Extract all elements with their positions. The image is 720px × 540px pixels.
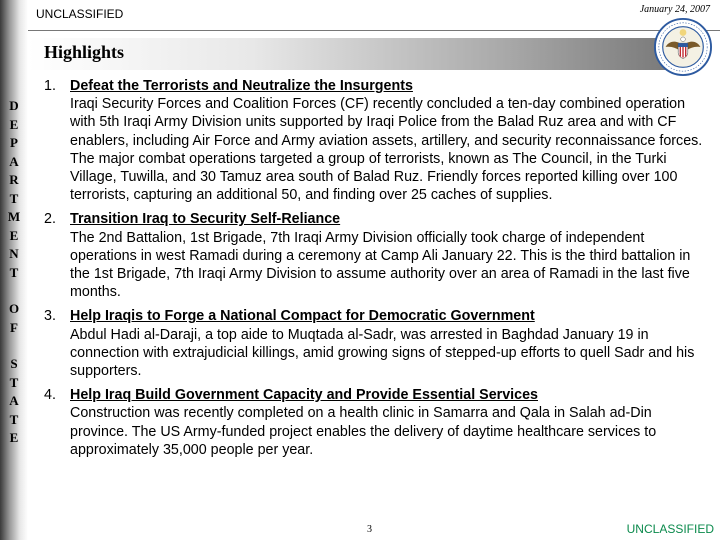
classification-header: UNCLASSIFIED <box>36 7 124 21</box>
header-divider <box>28 30 720 31</box>
item-title: Transition Iraq to Security Self-Reliance <box>70 211 341 228</box>
item-body: Construction was recently completed on a health clinic in Samarra and Qala in Salah ad-Din province. The US Army-funded project enables the delivery of daytime healthcare services to approximately 35,000 people per year. <box>70 405 657 458</box>
document-date: January 24, 2007 <box>639 4 710 15</box>
sidebar-word-department <box>0 97 28 282</box>
item-title: Defeat the Terrorists and Neutralize the Insurgents <box>70 78 413 94</box>
sidebar-letter: R <box>9 172 19 187</box>
item-number: 2. <box>44 211 56 228</box>
sidebar-word-of <box>0 300 28 337</box>
highlights-list <box>44 77 704 465</box>
sidebar-letter: T <box>9 374 19 390</box>
sidebar-letter: E <box>9 116 19 132</box>
sidebar-letter: A <box>9 393 19 408</box>
sidebar-letter: P <box>10 135 18 150</box>
item-title: Help Iraq Build Government Capacity and Provide Essential Services <box>70 387 538 404</box>
item-number: 4. <box>44 387 56 404</box>
item-body: The 2nd Battalion, 1st Brigade, 7th Iraqi Army Division officially took charge of independent operations in west Ramadi during a ceremony at Camp Ali January 22. This is the third battalion in the 1st Brigade, 7th Iraqi Army Division to assume authority over an area of Ramadi in the last five months. <box>70 229 691 301</box>
sidebar-vertical-text <box>0 97 28 448</box>
list-item <box>44 210 704 301</box>
sidebar-letter: T <box>9 190 19 206</box>
sidebar-letter: O <box>8 301 20 316</box>
list-item <box>44 386 704 459</box>
sidebar-letter: N <box>9 246 19 261</box>
list-item <box>44 77 704 204</box>
sidebar-letter: F <box>10 319 18 335</box>
sidebar-word-state <box>0 355 28 448</box>
item-body: Iraqi Security Forces and Coalition Forces (CF) recently concluded a ten-day combined operation with 5th Iraqi Army Division units supported by Iraqi Police from the Balad Ruz area and with CF enablers, including Air Force and Army aviation assets, artillery, and security reconnaissance forces. The major combat operations targeted a group of terrorists, known as The Council, in the Turki Village, Tuwilla, and 30 Tamuz area south of Balad Ruz. Friendly forces reported killing over 100 terrorists, capturing an additional 50, and finding over 25 caches of supplies. <box>70 96 703 204</box>
item-number: 1. <box>44 78 56 94</box>
sidebar-letter: S <box>10 356 18 371</box>
item-number: 3. <box>44 308 56 325</box>
page-number: 3 <box>367 524 372 535</box>
list-item <box>44 307 704 380</box>
sidebar-letter: T <box>9 411 19 427</box>
page-title: Highlights <box>44 42 125 62</box>
sidebar-letter: M <box>7 209 21 224</box>
sidebar-letter: T <box>9 264 19 280</box>
department-of-state-seal-icon <box>654 18 712 76</box>
item-body: Abdul Hadi al-Daraji, a top aide to Muqtada al-Sadr, was arrested in Baghdad January 19 in connection with extrajudicial killings, amid growing signs of stepped-up efforts to quell Sadr and his supporters. <box>70 326 695 380</box>
sidebar-letter: D <box>9 98 19 113</box>
classification-footer: UNCLASSIFIED <box>626 522 714 536</box>
sidebar-letter: E <box>9 430 19 445</box>
sidebar-letter: E <box>9 227 19 243</box>
sidebar-letter: A <box>9 153 19 169</box>
item-title: Help Iraqis to Forge a National Compact for Democratic Government <box>70 308 535 325</box>
